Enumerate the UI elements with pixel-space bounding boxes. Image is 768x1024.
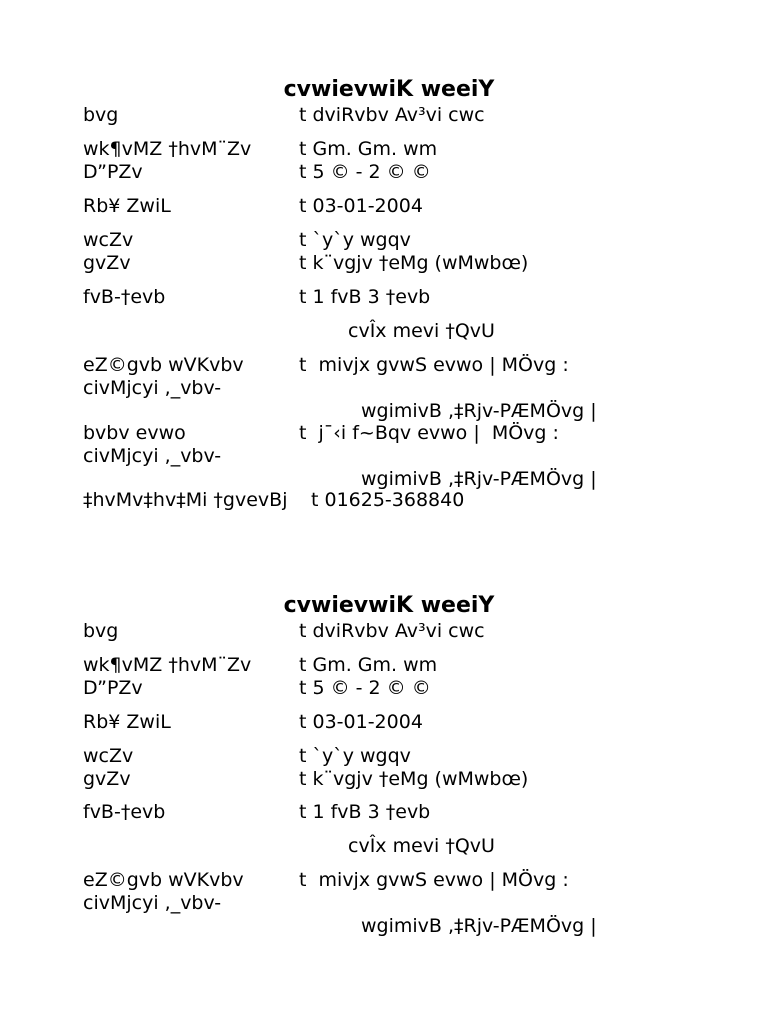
field-value-address: t mivjx gvwS evwo | MÖvg : xyxy=(299,354,569,376)
sub-heading: cvÎx mevi †QvU xyxy=(348,835,495,857)
field-label-father: wcZv xyxy=(83,745,134,767)
field-label-siblings: fvB-†evb xyxy=(83,801,166,823)
field-label-birthdate: Rb¥ ZwiL xyxy=(83,711,171,733)
field-label-contact: ‡hvMv‡hv‡Mi †gvevBj xyxy=(83,489,288,511)
field-value-grandparents-home: t j¯‹i f~Bqv evwo | MÖvg : xyxy=(299,422,559,444)
field-value-education: t Gm. Gm. wm xyxy=(299,654,438,676)
field-value-address: t mivjx gvwS evwo | MÖvg : xyxy=(299,869,569,891)
address-line: wgimivB ,‡Rjv-PÆMÖvg | xyxy=(361,915,597,937)
field-label-siblings: fvB-†evb xyxy=(83,286,166,308)
field-value-birthdate: t 03-01-2004 xyxy=(299,711,423,733)
field-value-name: t dviRvbv Av³vi cwc xyxy=(299,104,485,126)
field-value-siblings: t 1 fvB 3 †evb xyxy=(299,801,431,823)
field-value-mother: t k¨vgjv †eMg (wMwbœ) xyxy=(299,252,529,274)
field-label-education: wk¶vMZ †hvM¨Zv xyxy=(83,138,252,160)
field-label-name: bvg xyxy=(83,104,119,126)
address-line: civMjcyi ,_vbv- xyxy=(83,892,222,914)
field-label-birthdate: Rb¥ ZwiL xyxy=(83,195,171,217)
field-label-mother: gvZv xyxy=(83,768,131,790)
field-label-mother: gvZv xyxy=(83,252,131,274)
field-label-address: eZ©gvb wVKvbv xyxy=(83,869,244,891)
sub-heading: cvÎx mevi †QvU xyxy=(348,320,495,342)
address-line: wgimivB ,‡Rjv-PÆMÖvg | xyxy=(361,400,597,422)
field-value-father: t `y`y wgqv xyxy=(299,745,411,767)
field-value-education: t Gm. Gm. wm xyxy=(299,138,438,160)
field-value-height: t 5 © - 2 © © xyxy=(299,677,431,699)
field-value-name: t dviRvbv Av³vi cwc xyxy=(299,620,485,642)
field-label-name: bvg xyxy=(83,620,119,642)
field-value-contact: t 01625-368840 xyxy=(311,489,465,511)
field-value-mother: t k¨vgjv †eMg (wMwbœ) xyxy=(299,768,529,790)
field-label-height: D”PZv xyxy=(83,677,143,699)
address-line: civMjcyi ,_vbv- xyxy=(83,377,222,399)
address-line: wgimivB ,‡Rjv-PÆMÖvg | xyxy=(361,468,597,490)
section-title: cvwievwiK weeiY xyxy=(283,77,495,102)
field-value-birthdate: t 03-01-2004 xyxy=(299,195,423,217)
field-label-grandparents-home: bvbv evwo xyxy=(83,422,186,444)
field-label-father: wcZv xyxy=(83,229,134,251)
section-title: cvwievwiK weeiY xyxy=(283,593,495,618)
field-label-address: eZ©gvb wVKvbv xyxy=(83,354,244,376)
address-line: civMjcyi ,_vbv- xyxy=(83,445,222,467)
field-value-siblings: t 1 fvB 3 †evb xyxy=(299,286,431,308)
field-label-height: D”PZv xyxy=(83,161,143,183)
field-value-height: t 5 © - 2 © © xyxy=(299,161,431,183)
field-label-education: wk¶vMZ †hvM¨Zv xyxy=(83,654,252,676)
field-value-father: t `y`y wgqv xyxy=(299,229,411,251)
